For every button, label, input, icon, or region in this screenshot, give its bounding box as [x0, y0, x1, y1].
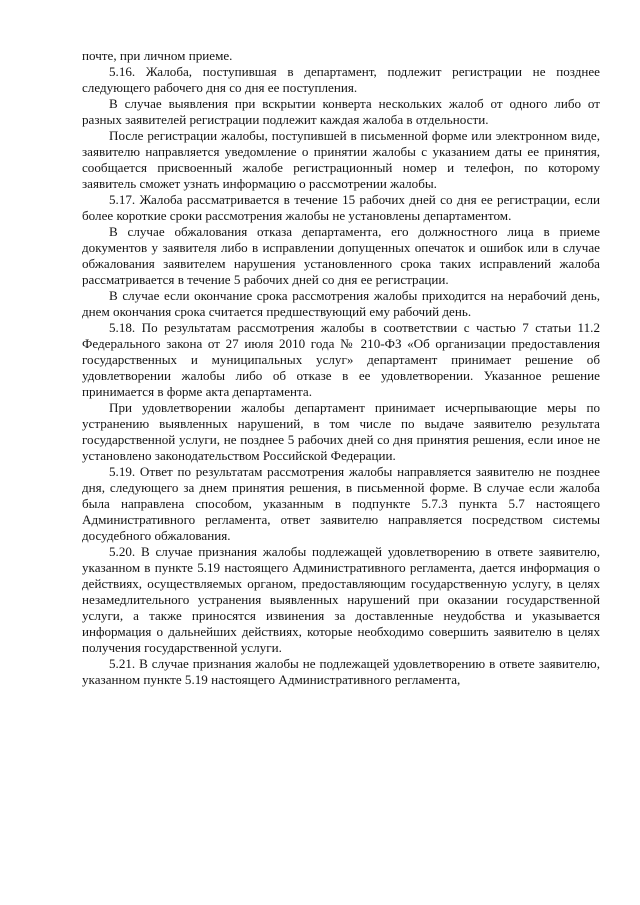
- paragraph-5-16: 5.16. Жалоба, поступившая в департамент, подлежит регистрации не позднее следующего рабочего дня со дня ее поступления.: [82, 64, 600, 95]
- paragraph-refusal-appeal: В случае обжалования отказа департамента, его должностного лица в приеме документов у заявителя либо в исправлении допущенных опечаток и ошибок или в случае обжалования заявителем нарушения установленного срока таких исправлений жалоба рассматривается в течение 5 рабочих дней со дня ее регистрации.: [82, 224, 600, 287]
- paragraph-satisfaction-measures: При удовлетворении жалобы департамент принимает исчерпывающие меры по устранению выявленных нарушений, в том числе по выдаче заявителю результата государственной услуги, не позднее 5 рабочих дней со дня принятия решения, если иное не установлено законодательством Российской Федерации.: [82, 400, 600, 463]
- paragraph-5-18: 5.18. По результатам рассмотрения жалобы в соответствии с частью 7 статьи 11.2 Федерального закона от 27 июля 2010 года № 210-ФЗ «Об организации предоставления государственных и муниципальных услуг» департамент принимает решение об удовлетворении жалобы либо об отказе в ее удовлетворении. Указанное решение принимается в форме акта департамента.: [82, 320, 600, 399]
- paragraph-5-19: 5.19. Ответ по результатам рассмотрения жалобы направляется заявителю не позднее дня, следующего за днем принятия решения, в письменной форме. В случае если жалоба была направлена способом, указанным в подпункте 5.7.3 пункта 5.7 настоящего Административного регламента, ответ заявителю направляется посредством системы досудебного обжалования.: [82, 464, 600, 543]
- paragraph-multiple-complaints: В случае выявления при вскрытии конверта нескольких жалоб от одного либо от разных заявителей регистрации подлежит каждая жалоба в отдельности.: [82, 96, 600, 127]
- paragraph-5-17: 5.17. Жалоба рассматривается в течение 15 рабочих дней со дня ее регистрации, если более короткие сроки рассмотрения жалобы не установлены департаментом.: [82, 192, 600, 223]
- paragraph-registration-notice: После регистрации жалобы, поступившей в письменной форме или электронном виде, заявителю направляется уведомление о принятии жалобы с указанием даты ее принятия, сообщается присвоенный жалобе регистрационный номер и телефон, по которому заявитель сможет узнать информацию о рассмотрении жалобы.: [82, 128, 600, 191]
- paragraph-5-20: 5.20. В случае признания жалобы подлежащей удовлетворению в ответе заявителю, указанном в пункте 5.19 настоящего Административного регламента, дается информация о действиях, осуществляемых органом, предоставляющим государственную услугу, в целях незамедлительного устранения выявленных нарушений при оказании государственной услуги, а также приносятся извинения за доставленные неудобства и указывается информация о дальнейших действиях, которые необходимо совершить заявителю в целях получения государственной услуги.: [82, 544, 600, 655]
- paragraph-nonworking-day: В случае если окончание срока рассмотрения жалобы приходится на нерабочий день, днем окончания срока считается предшествующий ему рабочий день.: [82, 288, 600, 319]
- paragraph-continuation: почте, при личном приеме.: [82, 48, 233, 63]
- paragraph-5-21: 5.21. В случае признания жалобы не подлежащей удовлетворению в ответе заявителю, указанном пункте 5.19 настоящего Административного регламента,: [82, 656, 600, 687]
- document-page: [82, 48, 600, 688]
